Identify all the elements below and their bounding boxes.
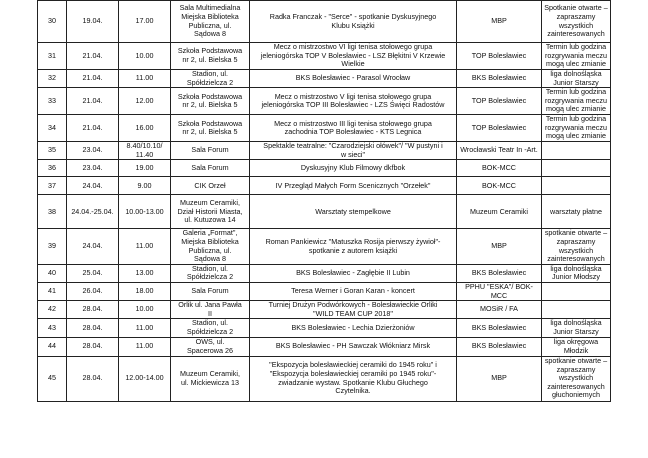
cell-date: 24.04. <box>67 177 119 195</box>
cell-place: Szkoła Podstawowa nr 2, ul. Bielska 5 <box>171 88 250 115</box>
cell-time: 13.00 <box>119 264 171 282</box>
cell-number: 34 <box>38 115 67 142</box>
events-table-sheet <box>37 0 611 402</box>
cell-number: 30 <box>38 1 67 43</box>
cell-place: Sala Forum <box>171 142 250 160</box>
cell-number: 44 <box>38 337 67 356</box>
cell-organizer: TOP Bolesławiec <box>457 43 542 70</box>
table-row <box>38 356 611 401</box>
cell-organizer: BOK-MCC <box>457 177 542 195</box>
table-row <box>38 319 611 337</box>
table-row <box>38 229 611 264</box>
cell-organizer: TOP Bolesławiec <box>457 88 542 115</box>
cell-event-title: Roman Pankiewicz "Matuszka Rosija pierwszy żywioł"- spotkanie z autorem książki <box>250 229 457 264</box>
cell-number: 32 <box>38 70 67 88</box>
cell-date: 28.04. <box>67 319 119 337</box>
cell-time: 9.00 <box>119 177 171 195</box>
cell-number: 39 <box>38 229 67 264</box>
cell-number: 42 <box>38 301 67 319</box>
cell-organizer: MBP <box>457 1 542 43</box>
table-row <box>38 70 611 88</box>
table-row <box>38 142 611 160</box>
cell-time: 11.00 <box>119 337 171 356</box>
cell-date: 28.04. <box>67 301 119 319</box>
cell-organizer: BKS Bolesławiec <box>457 264 542 282</box>
table-row <box>38 115 611 142</box>
cell-notes <box>542 282 611 300</box>
cell-time: 11.00 <box>119 319 171 337</box>
cell-notes <box>542 177 611 195</box>
cell-time: 8.40/10.10/ 11.40 <box>119 142 171 160</box>
cell-event-title: Dyskusyjny Klub Filmowy dkfbok <box>250 160 457 177</box>
cell-notes: warsztaty płatne <box>542 195 611 229</box>
cell-date: 24.04. <box>67 229 119 264</box>
cell-number: 43 <box>38 319 67 337</box>
cell-place: Stadion, ul. Spółdzielcza 2 <box>171 70 250 88</box>
cell-number: 37 <box>38 177 67 195</box>
cell-place: Stadion, ul. Spółdzielcza 2 <box>171 319 250 337</box>
cell-time: 11.00 <box>119 70 171 88</box>
cell-organizer: PPHU "ESKA"/ BOK- MCC <box>457 282 542 300</box>
cell-notes <box>542 301 611 319</box>
cell-time: 19.00 <box>119 160 171 177</box>
cell-notes: spotkanie otwarte – zapraszamy wszystkich zainteresowanych <box>542 229 611 264</box>
cell-place: Stadion, ul. Spółdzielcza 2 <box>171 264 250 282</box>
cell-number: 45 <box>38 356 67 401</box>
cell-notes <box>542 160 611 177</box>
cell-organizer: Muzeum Ceramiki <box>457 195 542 229</box>
cell-place: Szkoła Podstawowa nr 2, ul. Bielska 5 <box>171 115 250 142</box>
table-row <box>38 160 611 177</box>
cell-organizer: MBP <box>457 229 542 264</box>
cell-number: 31 <box>38 43 67 70</box>
cell-place: Muzeum Ceramiki, ul. Mickiewicza 13 <box>171 356 250 401</box>
cell-number: 36 <box>38 160 67 177</box>
cell-time: 10.00-13.00 <box>119 195 171 229</box>
cell-notes: liga dolnośląska Junior Starszy <box>542 70 611 88</box>
table-row <box>38 1 611 43</box>
cell-organizer: Wrocławski Teatr In -Art. <box>457 142 542 160</box>
cell-event-title: BKS Bolesławiec - Parasol Wrocław <box>250 70 457 88</box>
cell-event-title: BKS Bolesławiec - Lechia Dzierżoniów <box>250 319 457 337</box>
cell-organizer: BKS Bolesławiec <box>457 337 542 356</box>
cell-date: 21.04. <box>67 88 119 115</box>
cell-event-title: IV Przegląd Małych Form Scenicznych "Orzełek" <box>250 177 457 195</box>
cell-date: 25.04. <box>67 264 119 282</box>
cell-date: 26.04. <box>67 282 119 300</box>
cell-time: 12.00-14.00 <box>119 356 171 401</box>
table-row <box>38 177 611 195</box>
table-row <box>38 43 611 70</box>
cell-place: Galeria „Format", Miejska Biblioteka Publiczna, ul. Sądowa 8 <box>171 229 250 264</box>
cell-place: CIK Orzeł <box>171 177 250 195</box>
cell-place: Sala Multimedialna Miejska Biblioteka Publiczna, ul. Sądowa 8 <box>171 1 250 43</box>
cell-event-title: BKS Bolesławiec - Zagłębie II Lubin <box>250 264 457 282</box>
cell-notes: liga dolnośląska Junior Młodszy <box>542 264 611 282</box>
cell-notes: Spotkanie otwarte – zapraszamy wszystkich zainteresowanych <box>542 1 611 43</box>
cell-time: 16.00 <box>119 115 171 142</box>
cell-time: 11.00 <box>119 229 171 264</box>
cell-date: 21.04. <box>67 70 119 88</box>
cell-place: Orlik ul. Jana Pawła II <box>171 301 250 319</box>
cell-date: 28.04. <box>67 356 119 401</box>
cell-organizer: BOK-MCC <box>457 160 542 177</box>
cell-date: 23.04. <box>67 142 119 160</box>
cell-event-title: Mecz o mistrzostwo III ligi tenisa stołowego grupa zachodnia TOP Bolesławiec - KTS Legnica <box>250 115 457 142</box>
cell-place: OWS, ul. Spacerowa 26 <box>171 337 250 356</box>
cell-date: 19.04. <box>67 1 119 43</box>
cell-notes: liga dolnośląska Junior Starszy <box>542 319 611 337</box>
cell-place: Szkoła Podstawowa nr 2, ul. Bielska 5 <box>171 43 250 70</box>
cell-notes: spotkanie otwarte – zapraszamy wszystkich zainteresowanych głuchoniemych <box>542 356 611 401</box>
cell-number: 40 <box>38 264 67 282</box>
cell-event-title: Spektakle teatralne: "Czarodziejski ołówek"/ "W pustyni i w sieci" <box>250 142 457 160</box>
cell-date: 28.04. <box>67 337 119 356</box>
cell-date: 24.04.-25.04. <box>67 195 119 229</box>
cell-event-title: "Ekspozycja bolesławieckiej ceramiki do 1945 roku" i "Ekspozycja bolesławieckiej ceramiki po 1945 roku"- zwiadzanie wystaw. Spotkanie Klubu Głuchego Czytelnika. <box>250 356 457 401</box>
table-row <box>38 301 611 319</box>
cell-event-title: Turniej Drużyn Podwórkowych - Bolesławieckie Orliki "WILD TEAM CUP 2018" <box>250 301 457 319</box>
cell-organizer: BKS Bolesławiec <box>457 319 542 337</box>
cell-event-title: BKS Bolesławiec - PH Sawczak Włókniarz Mirsk <box>250 337 457 356</box>
cell-time: 17.00 <box>119 1 171 43</box>
cell-number: 41 <box>38 282 67 300</box>
cell-notes: liga okręgowa Młodzik <box>542 337 611 356</box>
cell-event-title: Radka Franczak - "Serce" - spotkanie Dyskusyjnego Klubu Książki <box>250 1 457 43</box>
cell-time: 18.00 <box>119 282 171 300</box>
table-row <box>38 264 611 282</box>
cell-time: 10.00 <box>119 43 171 70</box>
table-row <box>38 88 611 115</box>
cell-date: 23.04. <box>67 160 119 177</box>
table-row <box>38 282 611 300</box>
cell-place: Muzeum Ceramiki, Dział Historii Miasta, ul. Kutuzowa 14 <box>171 195 250 229</box>
cell-event-title: Mecz o mistrzostwo VI ligi tenisa stołowego grupa jeleniogórska TOP V Bolesławiec - LSZ Błękitni V Krzewie Wielkie <box>250 43 457 70</box>
table-row <box>38 195 611 229</box>
cell-number: 33 <box>38 88 67 115</box>
cell-organizer: MBP <box>457 356 542 401</box>
cell-organizer: BKS Bolesławiec <box>457 70 542 88</box>
cell-organizer: TOP Bolesławiec <box>457 115 542 142</box>
cell-date: 21.04. <box>67 43 119 70</box>
cell-organizer: MOSiR / FA <box>457 301 542 319</box>
cell-notes: Termin lub godzina rozgrywania meczu mogą ulec zmianie <box>542 88 611 115</box>
cell-event-title: Mecz o mistrzostwo V ligi tenisa stołowego grupa jeleniogórska TOP III Bolesławiec - LZS Święci Radostów <box>250 88 457 115</box>
events-table-body <box>38 1 611 402</box>
cell-time: 10.00 <box>119 301 171 319</box>
table-row <box>38 337 611 356</box>
cell-event-title: Teresa Werner i Goran Karan - koncert <box>250 282 457 300</box>
cell-place: Sala Forum <box>171 160 250 177</box>
cell-event-title: Warsztaty stempelkowe <box>250 195 457 229</box>
cell-place: Sala Forum <box>171 282 250 300</box>
cell-number: 35 <box>38 142 67 160</box>
cell-notes: Termin lub godzina rozgrywania meczu mogą ulec zmianie <box>542 115 611 142</box>
cell-date: 21.04. <box>67 115 119 142</box>
cell-number: 38 <box>38 195 67 229</box>
events-table <box>37 0 611 402</box>
cell-notes: Termin lub godzina rozgrywania meczu mogą ulec zmianie <box>542 43 611 70</box>
cell-time: 12.00 <box>119 88 171 115</box>
cell-notes <box>542 142 611 160</box>
